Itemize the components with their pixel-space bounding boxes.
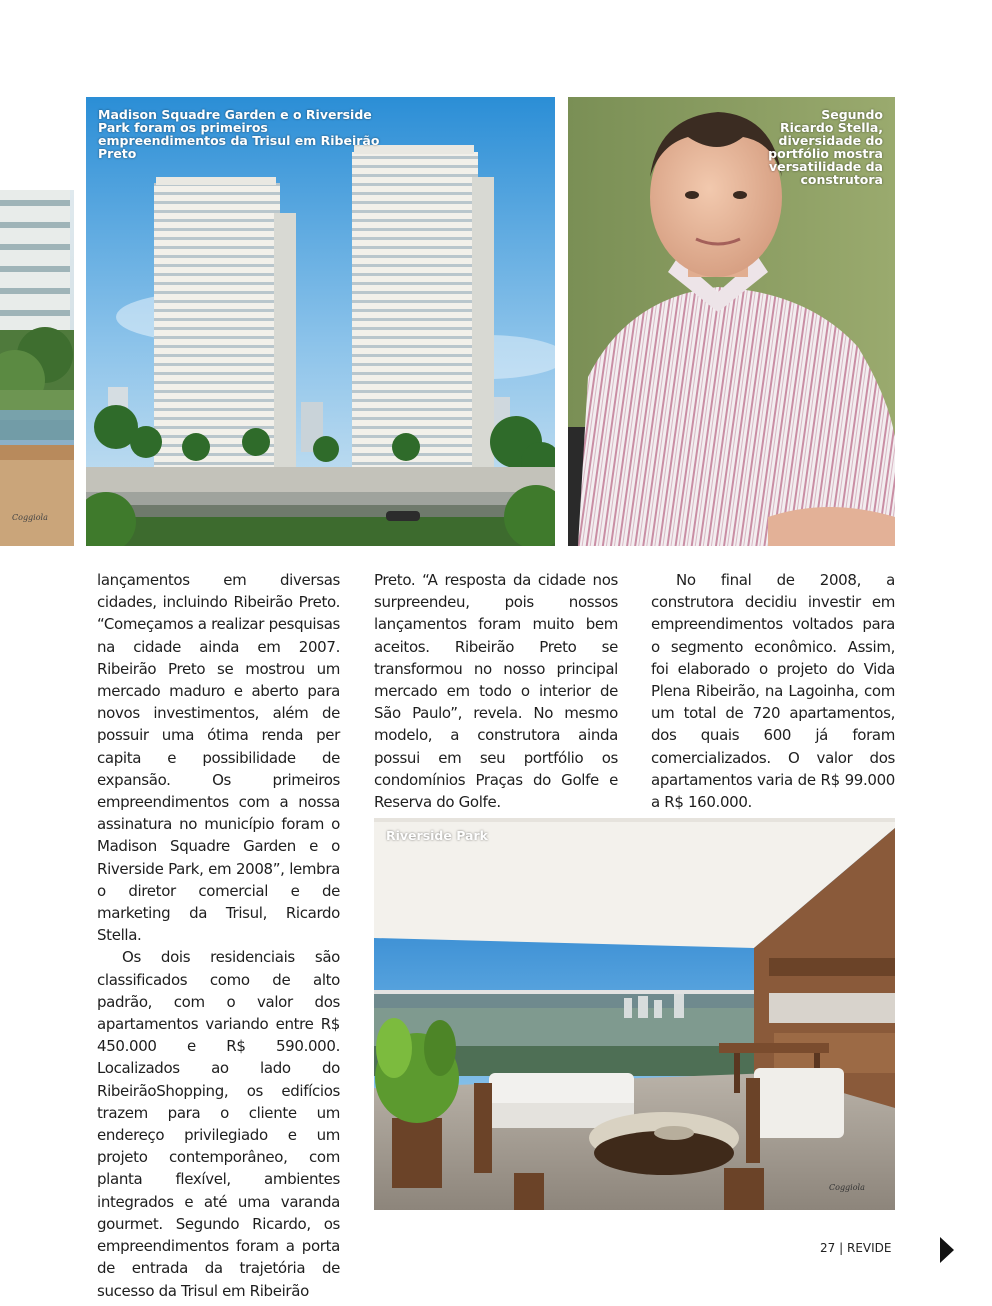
towers-photo: [86, 97, 555, 546]
balcony-caption: Riverside Park: [386, 828, 488, 843]
page-footer: [820, 1241, 900, 1255]
article-paragraph: Preto. “A resposta da cidade nos surpreendeu, pois nossos lançamentos foram muito bem aceitos. Ribeirão Preto se transformou no nosso principal mercado em todo o interior de São Paulo”, revela. No mesmo modelo, a construtora ainda possui em seu portfólio os condomínios Praças do Golfe e Reserva do Golfe.: [374, 571, 618, 812]
building-rendering-image: [0, 190, 74, 546]
left-partial-photo: [0, 190, 74, 546]
footer-separator: |: [839, 1241, 844, 1255]
towers-caption: Madison Squadre Garden e o Riverside Park foram os primeiros empreendimentos da Trisul em Ribeirão Preto: [98, 107, 380, 161]
article-column-2: [374, 569, 618, 813]
towers-rendering-image: [86, 97, 555, 546]
article-paragraph: lançamentos em diversas cidades, incluindo Ribeirão Preto. “Começamos a realizar pesquisas na cidade ainda em 2007. Ribeirão Preto se mostrou um mercado maduro e aberto para novos investimentos, além de possuir uma ótima renda per capita e possibilidade de expansão. Os primeiros empreendimentos com a nossa assinatura no município foram o Madison Squadre Garden e o Riverside Park, em 2008”, lembra o diretor comercial e de marketing da Trisul, Ricardo Stella.: [97, 571, 340, 945]
page-number: 27: [820, 1241, 836, 1255]
portrait-photo: [568, 97, 895, 546]
portrait-caption: Segundo Ricardo Stella, diversidade do portfólio mostra versatilidade da construtora: [768, 107, 883, 187]
article-column-3: [651, 569, 895, 813]
balcony-photo: [374, 818, 895, 1210]
article-paragraph: No final de 2008, a construtora decidiu investir em empreendimentos voltados para o segmento econômico. Assim, foi elaborado o projeto do Vida Plena Ribeirão, na Lagoinha, com um total de 720 apartamentos, dos quais 600 já foram comercializados. O valor dos apartamentos varia de R$ 99.000 a R$ 160.000.: [651, 571, 895, 812]
next-page-arrow-icon[interactable]: [940, 1237, 954, 1263]
balcony-rendering-image: [374, 818, 895, 1210]
article-paragraph: Os dois residenciais são classificados como de alto padrão, com o valor dos apartamentos variando entre R$ 450.000 e R$ 590.000. Localizados ao lado do RibeirãoShopping, os edifícios trazem para o cliente um endereço privilegiado e um projeto contemporâneo, com planta flexível, ambientes integrados e até uma varanda gourmet. Segundo Ricardo, os empreendimentos foram a porta de entrada da trajetória de sucesso da Trisul em Ribeirão: [97, 948, 340, 1300]
signature-text: Coggiola: [12, 513, 48, 522]
signature-text: Coggiola: [829, 1183, 865, 1192]
article-column-1: [97, 569, 340, 1302]
magazine-name: REVIDE: [846, 1241, 892, 1255]
